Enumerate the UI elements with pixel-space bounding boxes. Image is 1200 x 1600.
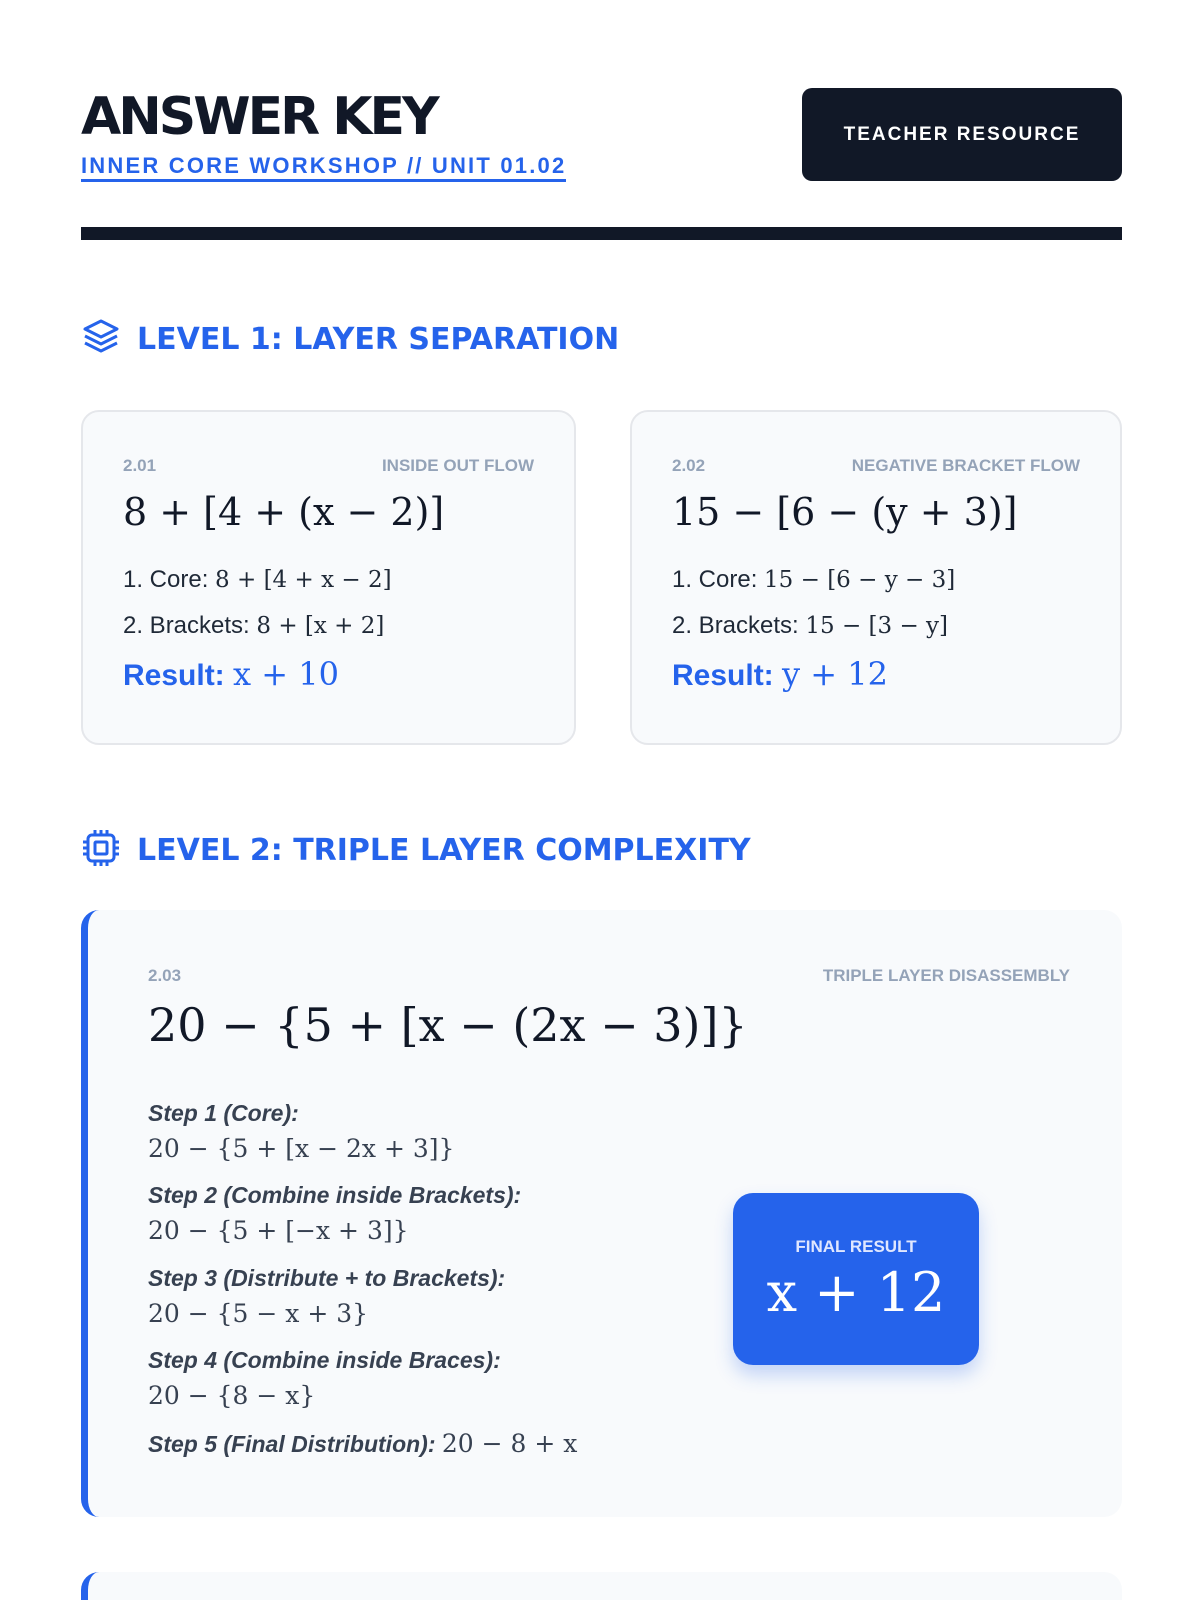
result-math: y + 12 xyxy=(782,655,888,693)
step-math: 8 + [x + 2] xyxy=(256,613,385,639)
layers-icon xyxy=(81,317,121,362)
step-4-label: Step 4 (Combine inside Braces): xyxy=(148,1347,501,1373)
step-5-label: Step 5 (Final Distribution): xyxy=(148,1431,436,1457)
step-1-label: Step 1 (Core): xyxy=(148,1100,299,1126)
step-3-math: 20 − {5 − x + 3} xyxy=(148,1299,369,1328)
step-label: 2. Brackets: xyxy=(672,612,806,639)
next-problem-card xyxy=(81,1572,1122,1600)
problem-card-2-01 xyxy=(81,410,576,745)
level2-heading xyxy=(81,828,751,873)
step-2 xyxy=(123,612,384,640)
header xyxy=(81,86,1122,182)
problem-number: 2.03 xyxy=(148,966,182,985)
step-label: 1. Core: xyxy=(672,566,765,593)
header-divider xyxy=(81,227,1122,240)
final-result-label: FINAL RESULT xyxy=(795,1237,917,1256)
step-3-label: Step 3 (Distribute + to Brackets): xyxy=(148,1265,506,1291)
step-2-math: 20 − {5 + [−x + 3]} xyxy=(148,1216,409,1245)
step-2-label: Step 2 (Combine inside Brackets): xyxy=(148,1182,522,1208)
step-math: 15 − [6 − y − 3] xyxy=(764,567,956,593)
step-math: 8 + [4 + x − 2] xyxy=(215,567,392,593)
step-label: 1. Core: xyxy=(123,566,216,593)
result-label: Result: xyxy=(123,659,234,692)
problem-number: 2.02 xyxy=(672,456,706,475)
page-subtitle: INNER CORE WORKSHOP // UNIT 01.02 xyxy=(81,155,566,182)
chip-icon xyxy=(81,828,121,873)
level2-title: LEVEL 2: TRIPLE LAYER COMPLEXITY xyxy=(137,833,751,868)
problem-expression: 8 + [4 + (x − 2)] xyxy=(123,490,445,534)
step-label: 2. Brackets: xyxy=(123,612,257,639)
step-1 xyxy=(123,566,392,594)
problem-expression: 20 − {5 + [x − (2x − 3)]} xyxy=(148,998,748,1052)
page-title: ANSWER KEY xyxy=(81,87,437,147)
step-4-math: 20 − {8 − x} xyxy=(148,1381,316,1410)
final-result-box xyxy=(733,1193,979,1365)
problem-tag: NEGATIVE BRACKET FLOW xyxy=(851,456,1080,475)
final-result-value: x + 12 xyxy=(766,1261,946,1324)
result xyxy=(123,655,339,693)
step-1-math: 20 − {5 + [x − 2x + 3]} xyxy=(148,1134,455,1163)
step-math: 15 − [3 − y] xyxy=(805,613,949,639)
problem-card-2-03 xyxy=(81,910,1122,1517)
step-5-math: 20 − 8 + x xyxy=(441,1429,578,1458)
step-1 xyxy=(672,566,955,594)
step-2 xyxy=(672,612,948,640)
result-math: x + 10 xyxy=(233,655,339,693)
result xyxy=(672,655,888,693)
teacher-resource-badge: TEACHER RESOURCE xyxy=(802,88,1122,181)
level1-title: LEVEL 1: LAYER SEPARATION xyxy=(137,322,620,357)
problem-card-2-02 xyxy=(630,410,1122,745)
problem-number: 2.01 xyxy=(123,456,157,475)
problem-tag: TRIPLE LAYER DISASSEMBLY xyxy=(822,966,1070,985)
level1-heading xyxy=(81,317,619,362)
result-label: Result: xyxy=(672,659,783,692)
problem-expression: 15 − [6 − (y + 3)] xyxy=(672,490,1018,534)
step-5 xyxy=(148,1429,577,1458)
problem-tag: INSIDE OUT FLOW xyxy=(381,456,534,475)
